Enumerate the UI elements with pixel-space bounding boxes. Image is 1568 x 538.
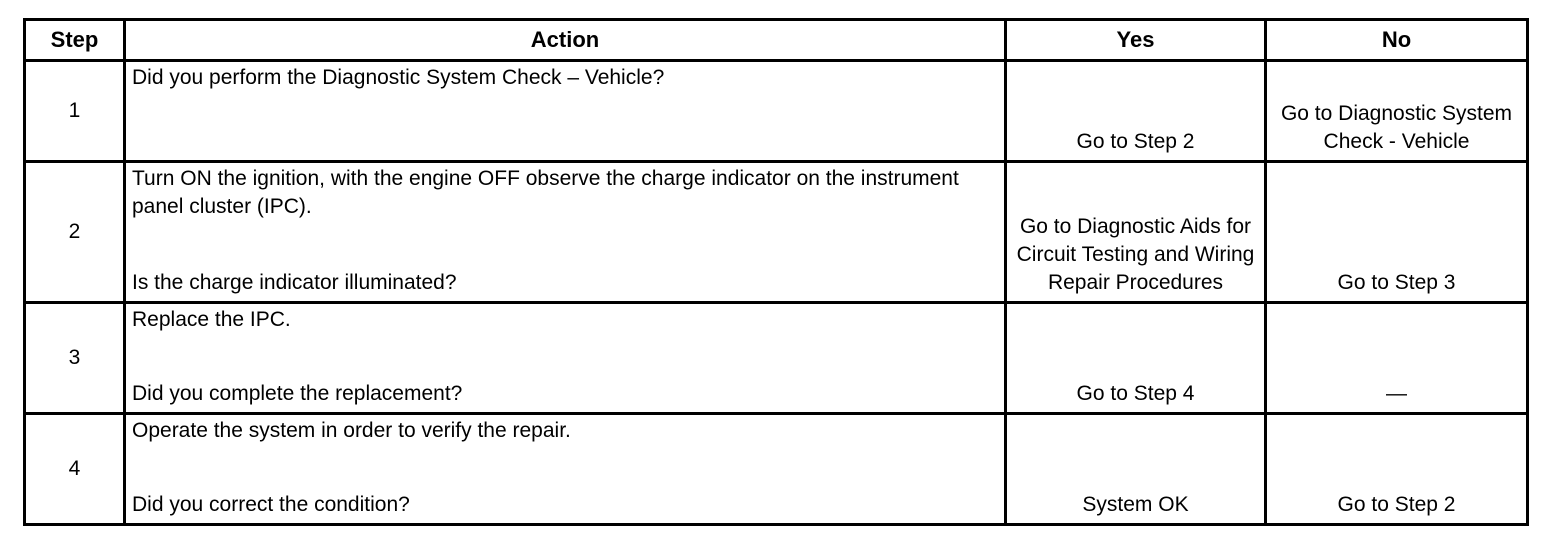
action-question: Did you complete the replacement? [132,382,463,405]
action-text: Replace the IPC. [132,308,291,331]
action-text: Turn ON the ignition, with the engine OFF observe the charge indicator on the instrument panel cluster (IPC). [132,167,959,218]
action-cell [125,414,1006,525]
header-no: No [1266,20,1528,61]
action-text: Did you perform the Diagnostic System Check – Vehicle? [132,66,665,89]
no-cell: Go to Step 3 [1266,162,1528,303]
yes-cell: Go to Step 2 [1006,61,1266,162]
no-cell: Go to Diagnostic System Check - Vehicle [1266,61,1528,162]
yes-cell: System OK [1006,414,1266,525]
table-header-row [25,20,1528,61]
table-row [25,162,1528,303]
header-action: Action [125,20,1006,61]
step-number: 3 [25,303,125,414]
header-step: Step [25,20,125,61]
action-question: Did you correct the condition? [132,493,410,516]
no-cell: Go to Step 2 [1266,414,1528,525]
action-cell [125,162,1006,303]
action-question: Is the charge indicator illuminated? [132,271,457,294]
action-text: Operate the system in order to verify the repair. [132,419,571,442]
step-number: 2 [25,162,125,303]
diagnostic-table [23,18,1529,526]
action-cell [125,61,1006,162]
step-number: 1 [25,61,125,162]
yes-cell: Go to Diagnostic Aids for Circuit Testing and Wiring Repair Procedures [1006,162,1266,303]
no-cell: — [1266,303,1528,414]
table-row [25,303,1528,414]
table-row [25,414,1528,525]
header-yes: Yes [1006,20,1266,61]
table-row [25,61,1528,162]
step-number: 4 [25,414,125,525]
action-cell [125,303,1006,414]
yes-cell: Go to Step 4 [1006,303,1266,414]
